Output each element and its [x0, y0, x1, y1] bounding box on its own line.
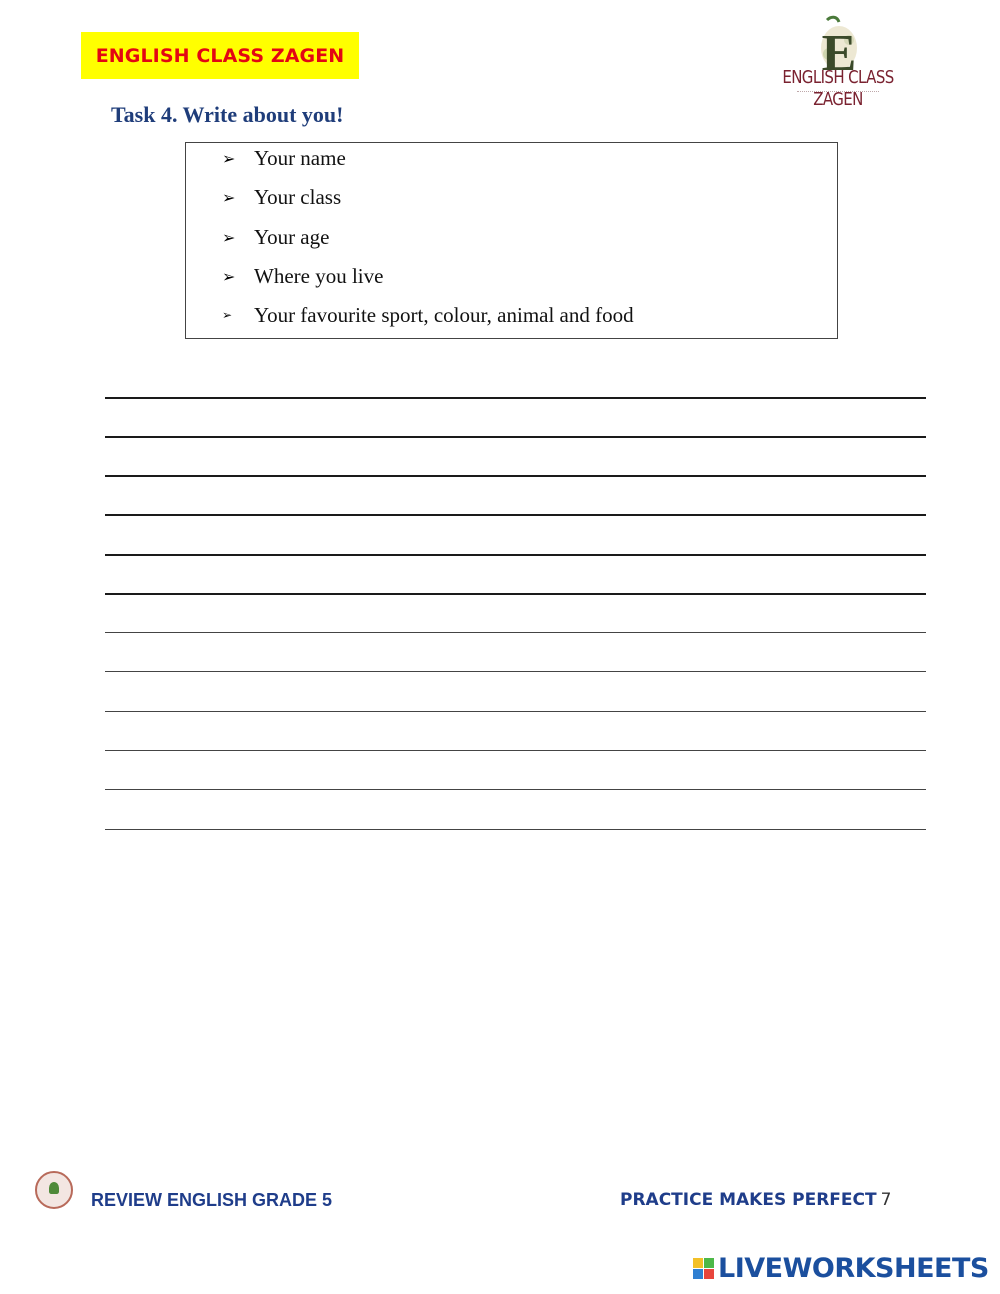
arrow-bullet-icon: ➢: [222, 227, 236, 247]
prompt-item: [222, 225, 329, 249]
liveworksheets-icon: [693, 1258, 715, 1280]
writing-line[interactable]: [105, 554, 926, 556]
writing-line[interactable]: [105, 671, 926, 672]
writing-line[interactable]: [105, 397, 926, 399]
svg-text:E: E: [821, 25, 857, 74]
writing-line[interactable]: [105, 593, 926, 595]
writing-line[interactable]: [105, 789, 926, 790]
task-title: Task 4. Write about you!: [111, 102, 344, 127]
liveworksheets-watermark[interactable]: [693, 1253, 989, 1284]
writing-line[interactable]: [105, 514, 926, 516]
writing-line[interactable]: [105, 632, 926, 633]
prompt-item: [222, 264, 383, 288]
arrow-bullet-icon: ➢: [222, 308, 233, 322]
logo-text: ENGLISH CLASS ZAGEN: [782, 66, 894, 110]
logo-tagline-line: [797, 91, 879, 94]
prompt-text: Your class: [254, 184, 342, 209]
liveworksheets-text: LIVEWORKSHEETS: [718, 1253, 989, 1284]
prompt-item: [222, 303, 634, 327]
prompt-text: Your favourite sport, colour, animal and food: [254, 302, 634, 327]
school-logo: [757, 14, 919, 110]
footer-right-text: PRACTICE MAKES PERFECT: [620, 1190, 877, 1210]
logo-letter-icon: [757, 14, 919, 74]
prompt-text: Your name: [254, 145, 346, 170]
arrow-bullet-icon: ➢: [222, 187, 236, 207]
writing-line[interactable]: [105, 436, 926, 438]
header-banner-text: ENGLISH CLASS ZAGEN: [95, 44, 345, 67]
prompt-item: [222, 146, 346, 170]
footer-left-text: REVIEW ENGLISH GRADE 5: [91, 1190, 333, 1210]
prompt-text: Where you live: [254, 263, 384, 288]
writing-line[interactable]: [105, 750, 926, 751]
prompt-text: Your age: [254, 224, 330, 249]
arrow-bullet-icon: ➢: [222, 148, 236, 168]
header-banner: [81, 32, 359, 79]
writing-line[interactable]: [105, 829, 926, 830]
arrow-bullet-icon: ➢: [222, 266, 236, 286]
prompt-item: [222, 185, 341, 209]
writing-line[interactable]: [105, 711, 926, 712]
prompt-box: [185, 142, 838, 339]
writing-line[interactable]: [105, 475, 926, 477]
footer-badge-icon: [35, 1171, 73, 1209]
page-number: 7: [880, 1190, 892, 1210]
footer-right: [620, 1190, 891, 1210]
